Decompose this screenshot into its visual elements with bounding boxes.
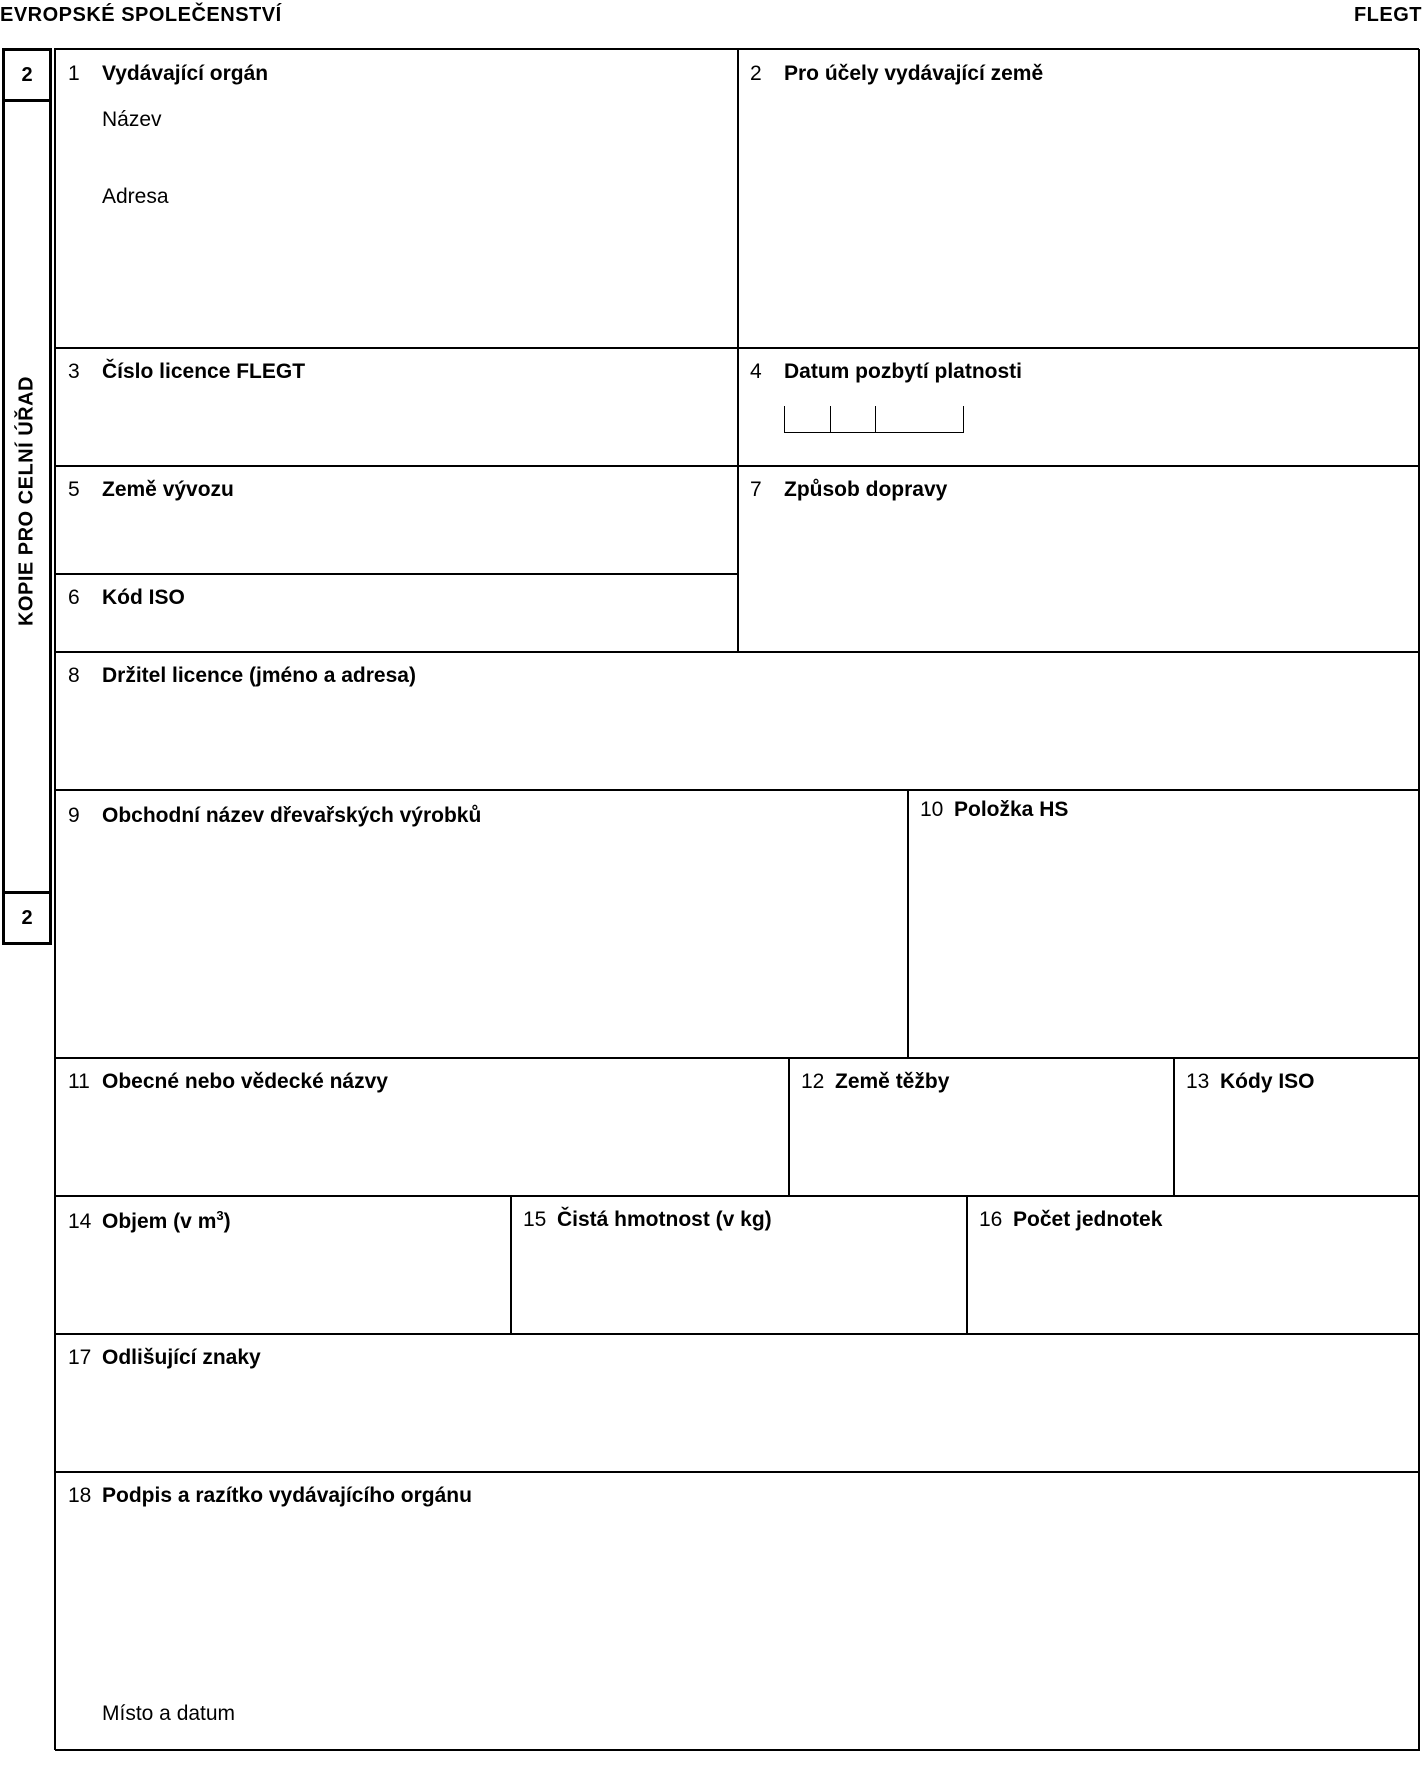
field-number: 2 <box>750 62 762 85</box>
field-label: Pro účely vydávající země <box>784 62 1044 85</box>
field-number: 7 <box>750 478 762 501</box>
field-label: Datum pozbytí platnosti <box>784 360 1022 383</box>
field-label: Způsob dopravy <box>784 478 948 501</box>
field-9-trade-name[interactable] <box>55 789 909 1059</box>
header-left: EVROPSKÉ SPOLEČENSTVÍ <box>0 4 282 26</box>
field-label: Podpis a razítko vydávajícího orgánu <box>102 1484 472 1507</box>
header-right: FLEGT <box>1353 4 1422 26</box>
field-number: 18 <box>68 1484 92 1507</box>
field-number: 8 <box>68 664 80 687</box>
field-number: 5 <box>68 478 80 501</box>
field-12-harvest-country[interactable] <box>788 1057 1175 1197</box>
field-label: Vydávající orgán <box>102 62 269 85</box>
field-label: Kódy ISO <box>1220 1070 1315 1093</box>
field-sublabel-name: Název <box>102 108 162 131</box>
field-number: 16 <box>979 1208 1003 1231</box>
field-label: Země těžby <box>835 1070 950 1093</box>
field-number: 17 <box>68 1346 92 1369</box>
field-label: Obchodní název dřevařských výrobků <box>102 804 482 827</box>
field-10-hs-heading[interactable] <box>907 789 1420 1059</box>
field-3-licence-number[interactable] <box>55 347 739 467</box>
side-bottom-number: 2 <box>5 891 49 942</box>
field-sublabel-address: Adresa <box>102 185 169 208</box>
field-14-volume[interactable] <box>55 1195 512 1335</box>
field-number: 6 <box>68 586 80 609</box>
field-number: 11 <box>68 1070 90 1093</box>
field-label: Odlišující znaky <box>102 1346 261 1369</box>
field-16-unit-count[interactable] <box>966 1195 1420 1335</box>
field-label: Země vývozu <box>102 478 234 501</box>
field-number: 10 <box>920 798 944 821</box>
licence-form <box>54 48 1419 1750</box>
field-label: Číslo licence FLEGT <box>102 360 306 383</box>
field-number: 4 <box>750 360 762 383</box>
field-number: 13 <box>1186 1070 1210 1093</box>
field-label: Obecné nebo vědecké názvy <box>102 1070 388 1093</box>
field-2-issuing-country-use[interactable] <box>737 49 1420 349</box>
field-label: Počet jednotek <box>1013 1208 1163 1231</box>
field-label-suffix: ) <box>223 1210 231 1233</box>
field-number: 3 <box>68 360 80 383</box>
side-vertical-text: KOPIE PRO CELNÍ ÚŘAD <box>15 375 38 627</box>
field-8-licence-holder[interactable] <box>55 651 1420 791</box>
field-number: 1 <box>68 62 80 85</box>
field-4-expiry-date[interactable] <box>737 347 1420 467</box>
field-label: Držitel licence (jméno a adresa) <box>102 664 416 687</box>
field-label: Objem (v m <box>102 1210 217 1233</box>
field-number: 14 <box>68 1210 92 1233</box>
field-number: 15 <box>523 1208 547 1231</box>
side-strip <box>2 48 52 945</box>
field-number: 12 <box>801 1070 825 1093</box>
side-top-number: 2 <box>5 51 49 102</box>
field-1-issuing-authority[interactable] <box>55 49 739 349</box>
field-11-common-scientific-names[interactable] <box>55 1057 790 1197</box>
field-label: Položka HS <box>954 798 1069 821</box>
date-entry-boxes[interactable] <box>784 406 964 433</box>
field-sublabel-place-date: Místo a datum <box>102 1702 236 1725</box>
field-13-iso-codes[interactable] <box>1173 1057 1420 1197</box>
field-7-transport-mode[interactable] <box>737 465 1420 653</box>
field-17-distinguishing-marks[interactable] <box>55 1333 1420 1473</box>
field-number: 9 <box>68 804 80 827</box>
field-6-iso-code[interactable] <box>55 573 739 653</box>
field-18-signature-stamp[interactable] <box>55 1471 1420 1751</box>
field-label: Kód ISO <box>102 586 185 609</box>
field-5-export-country[interactable] <box>55 465 739 575</box>
field-label: Čistá hmotnost (v kg) <box>557 1208 772 1231</box>
field-label-superscript: 3 <box>216 1208 224 1223</box>
field-15-net-weight[interactable] <box>510 1195 968 1335</box>
